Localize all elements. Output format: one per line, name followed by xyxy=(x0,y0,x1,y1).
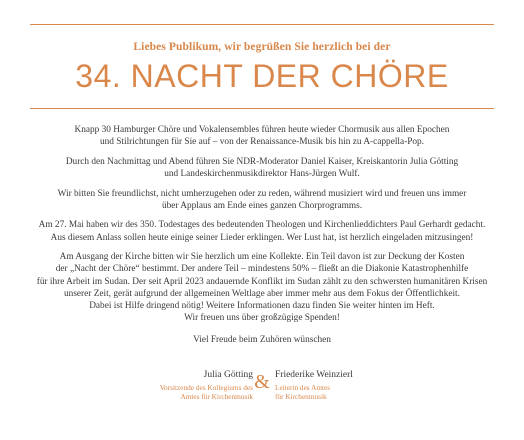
text-line: für ihre Arbeit im Sudan. Der seit April 2023 andauernde Konflikt im Sudan zählt zu den schwersten humanitären Krisen xyxy=(36,276,488,287)
text-line: und Landeskirchenmusikdirektor Hans-Jürgen Wulf. xyxy=(164,169,360,179)
text-line: Am 27. Mai haben wir des 350. Todestages des bedeutenden Theologen und Kirchenlieddichters Paul Gerhardt gedacht. xyxy=(38,220,486,231)
text-line: über Applaus am Ende eines ganzen Chorprogramms. xyxy=(161,200,363,211)
signer-name: Friederike Weinzierl xyxy=(275,370,353,380)
role-line: Leiterin des Amtes xyxy=(275,383,331,392)
signature-block xyxy=(0,369,524,429)
paragraph-hosts xyxy=(20,156,504,180)
text-line: der „Nacht der Chöre“ bestimmt. Der andere Teil – mindestens 50% – fließt an die Diakonie Katastrophenhilfe xyxy=(55,264,469,275)
signature-friederike-weinzierl xyxy=(275,369,353,402)
text-line: Durch den Nachmittag und Abend führen Sie NDR-Moderator Daniel Kaiser, Kreiskantorin Julia Götting xyxy=(65,156,459,167)
paragraph-program xyxy=(20,124,504,148)
signer-role xyxy=(160,383,253,402)
closing-line: Viel Freude beim Zuhören wünschen xyxy=(193,335,331,346)
text-line: Am Ausgang der Kirche bitten wir Sie herzlich um eine Kollekte. Ein Teil davon ist zur Deckung der Kosten xyxy=(59,252,465,263)
greeting-line: Liebes Publikum, wir begrüßen Sie herzlich bei der xyxy=(133,41,391,53)
welcome-text xyxy=(20,124,504,354)
page-title: 34. NACHT DER CHÖRE xyxy=(75,58,449,94)
role-line: Vorsitzende des Kollegiums des xyxy=(159,383,253,392)
text-line: Wir freuen uns über großzügige Spenden! xyxy=(184,313,340,324)
text-line: Wir bitten Sie freundlichst, nicht umherzugehen oder zu reden, während musiziert wird und freuen uns immer xyxy=(57,188,467,199)
text-line: unserer Zeit, gerät aufgrund der allgemeinen Weltlage aber immer mehr aus dem Fokus der Öffentlichkeit. xyxy=(64,288,460,299)
bottom-divider xyxy=(30,108,494,109)
signature-julia-goetting xyxy=(160,369,253,402)
paragraph-collection xyxy=(20,251,504,324)
signer-name: Julia Götting xyxy=(203,370,253,380)
text-line: Knapp 30 Hamburger Chöre und Vokalensembles führen heute wieder Chormusik aus allen Epochen xyxy=(74,125,450,135)
signer-role xyxy=(275,383,353,402)
top-divider xyxy=(30,24,494,25)
paragraph-gerhardt xyxy=(20,219,504,243)
role-line: für Kirchenmusik xyxy=(275,392,327,402)
text-line: und Stilrichtungen für Sie auf – von der Renaissance-Musik bis hin zu A-cappella-Pop. xyxy=(99,137,425,148)
ampersand-glyph: & xyxy=(254,371,270,393)
role-line: Amtes für Kirchenmusik xyxy=(180,392,253,402)
text-line: Dabei ist Hilfe dringend nötig! Weitere Informationen dazu finden Sie weiter hinten im Heft. xyxy=(89,301,435,311)
paragraph-etiquette xyxy=(20,188,504,212)
text-line: Aus diesem Anlass sollen heute einige seiner Lieder erklingen. Wer Lust hat, ist herzlich eingeladen mitzusingen! xyxy=(50,232,474,243)
